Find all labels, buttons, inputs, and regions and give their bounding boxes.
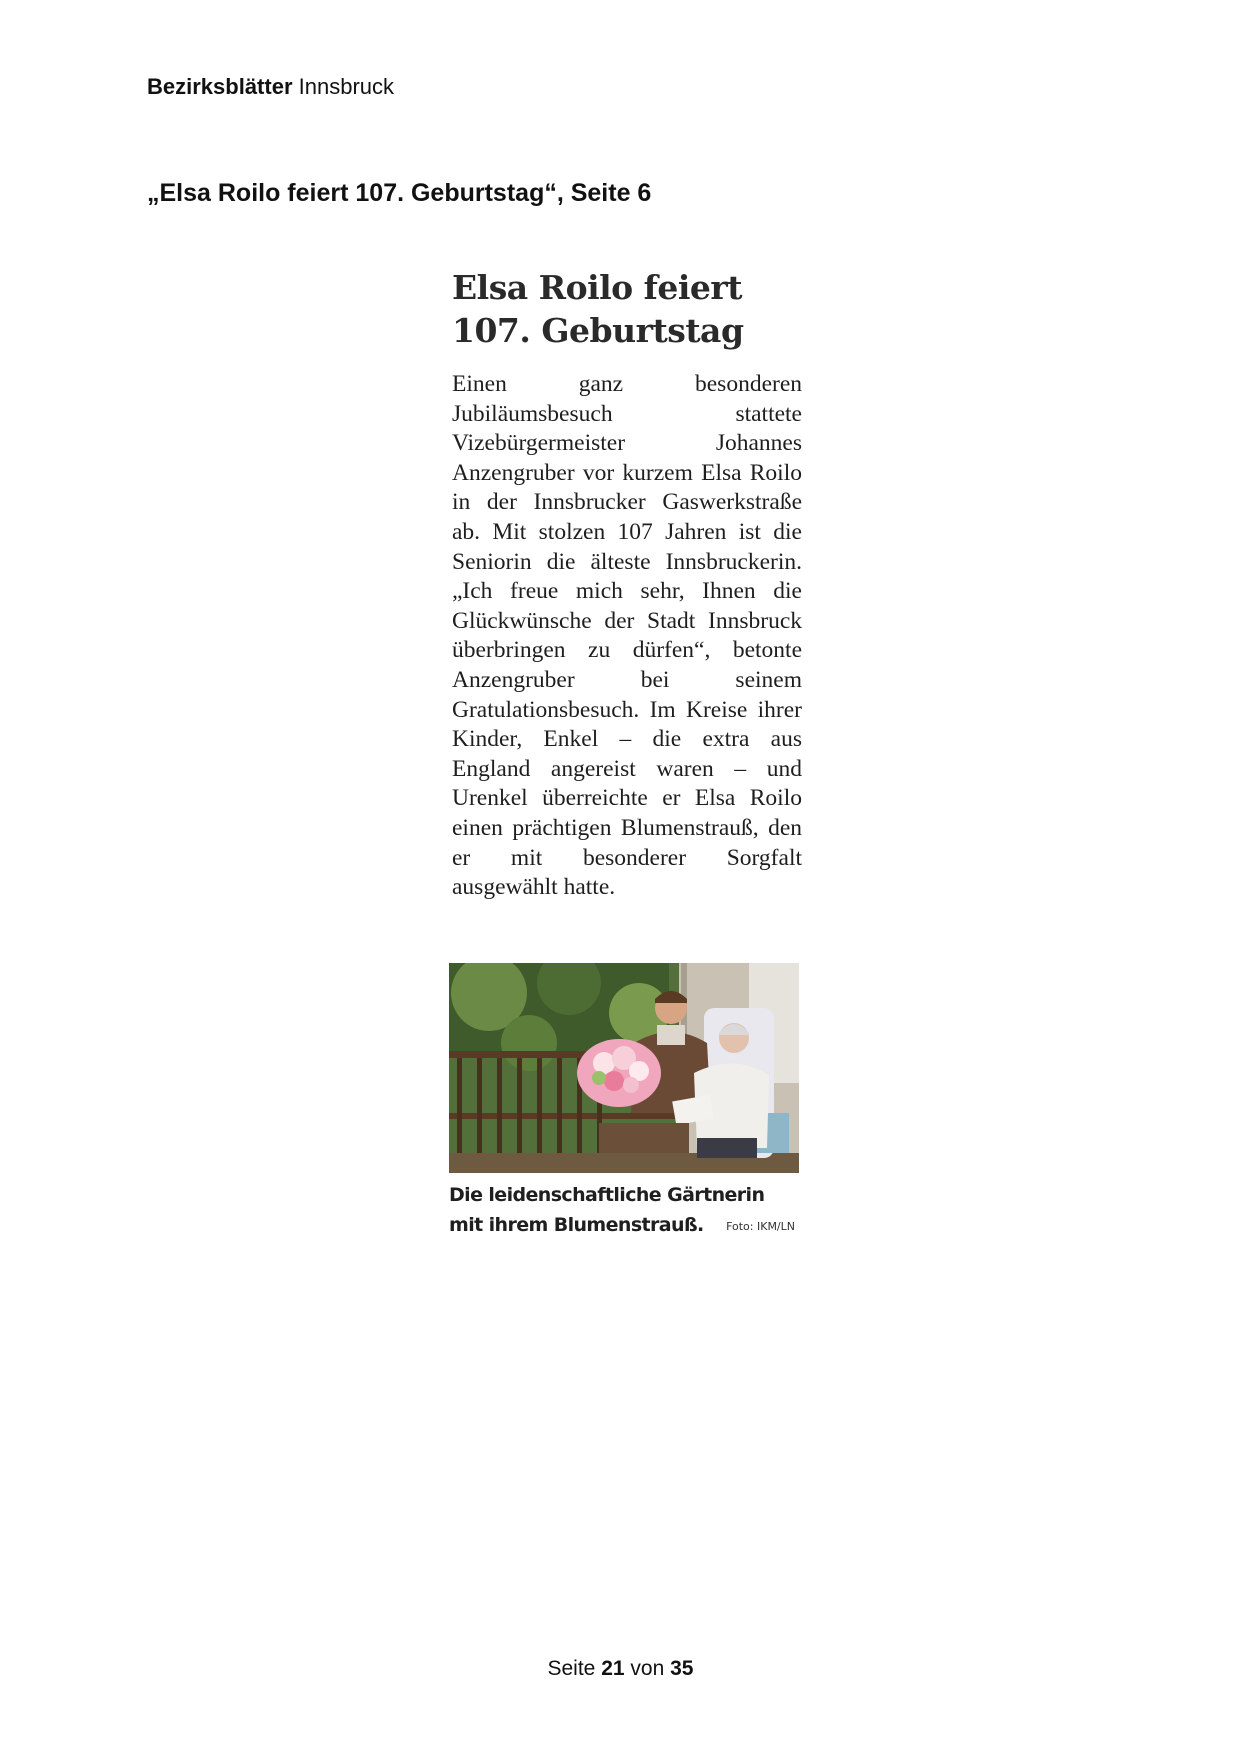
page-footer xyxy=(0,1656,1241,1682)
footer-separator: von xyxy=(630,1657,665,1680)
headline-line-2: 107. Geburtstag xyxy=(452,311,744,350)
article-headline xyxy=(452,266,802,352)
photo-caption-block xyxy=(449,1180,799,1240)
publication-header xyxy=(147,74,394,100)
photo-caption: Die leidenschaftliche Gärtnerin mit ihrem Blumenstrauß. xyxy=(449,1184,765,1236)
article-photo xyxy=(449,963,799,1173)
clip-title: „Elsa Roilo feiert 107. Geburtstag“, Seite 6 xyxy=(147,179,652,207)
publication-region: Innsbruck xyxy=(298,74,395,99)
footer-page-number: 21 xyxy=(601,1657,625,1680)
photo-credit: Foto: IKM/LN xyxy=(726,1220,795,1233)
footer-page-total: 35 xyxy=(670,1657,694,1680)
photo-illustration xyxy=(449,963,799,1173)
article-clipping xyxy=(452,266,802,903)
footer-prefix: Seite xyxy=(547,1657,596,1680)
article-body: Einen ganz besonderen Jubiläumsbesuch stattete Vizebürgermeister Johannes Anzengruber vor kurzem Elsa Roilo in der Innsbrucker Gaswerkstraße ab. Mit stolzen 107 Jahren ist die Seniorin die älteste Innsbruckerin. „Ich freue mich sehr, Ihnen die Glückwünsche der Stadt Innsbruck überbringen zu dürfen“, betonte Anzengruber bei seinem Gratulationsbesuch. Im Kreise ihrer Kinder, Enkel – die extra aus England angereist waren – und Urenkel überreichte er Elsa Roilo einen prächtigen Blumenstrauß, den er mit besonderer Sorgfalt ausgewählt hatte. xyxy=(452,371,802,901)
publication-name: Bezirksblätter xyxy=(147,74,293,99)
headline-line-1: Elsa Roilo feiert xyxy=(452,268,742,307)
